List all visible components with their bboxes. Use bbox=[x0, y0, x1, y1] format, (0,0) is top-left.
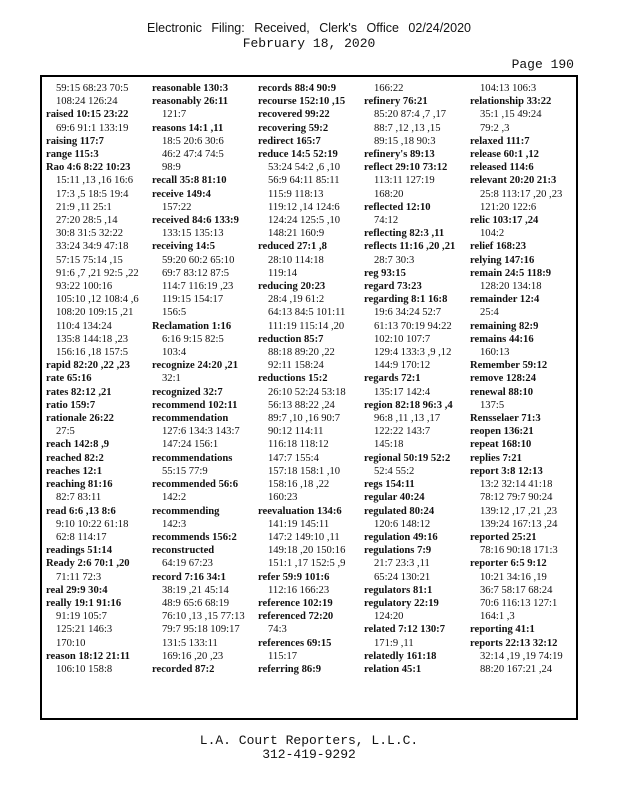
index-continuation-line: 55:15 77:9 bbox=[162, 465, 208, 477]
index-term-entry: Rao 4:6 8:22 10:23 bbox=[46, 162, 131, 174]
index-continuation-line: 147:2 149:10 ,11 bbox=[268, 531, 340, 543]
index-continuation-line: 27:20 28:5 ,14 bbox=[56, 215, 118, 227]
index-term-entry: raised 10:15 23:22 bbox=[46, 109, 129, 121]
index-term-entry: regs 154:11 bbox=[364, 479, 415, 491]
index-term-entry: rate 65:16 bbox=[46, 373, 92, 385]
index-continuation-line: 106:10 158:8 bbox=[56, 663, 113, 675]
index-continuation-line: 157:22 bbox=[162, 201, 192, 213]
index-term-entry: reached 82:2 bbox=[46, 452, 104, 464]
index-continuation-line: 33:24 34:9 47:18 bbox=[56, 241, 129, 253]
index-column-4 bbox=[364, 82, 471, 716]
index-term-entry: recommendations bbox=[152, 452, 233, 464]
index-continuation-line: 32:1 bbox=[162, 373, 181, 385]
index-continuation-line: 108:24 126:24 bbox=[56, 96, 118, 108]
index-term-entry: Reclamation 1:16 bbox=[152, 320, 232, 332]
index-continuation-line: 119:15 154:17 bbox=[162, 294, 224, 306]
index-term-entry: remains 44:16 bbox=[470, 333, 534, 345]
index-term-entry: remaining 82:9 bbox=[470, 320, 539, 332]
index-term-entry: raising 117:7 bbox=[46, 135, 104, 147]
index-continuation-line: 156:16 ,18 157:5 bbox=[56, 347, 129, 359]
index-term-entry: recommended 56:6 bbox=[152, 479, 239, 491]
index-term-entry: rationale 26:22 bbox=[46, 413, 114, 425]
index-term-entry: record 7:16 34:1 bbox=[152, 571, 226, 583]
index-term-entry: recommendation bbox=[152, 413, 229, 425]
index-continuation-line: 35:1 ,15 49:24 bbox=[480, 109, 542, 121]
index-continuation-line: 105:10 ,12 108:4 ,6 bbox=[56, 294, 139, 306]
index-term-entry: relief 168:23 bbox=[470, 241, 526, 253]
index-term-entry: remain 24:5 118:9 bbox=[470, 267, 552, 279]
index-continuation-line: 96:8 ,11 ,13 ,17 bbox=[374, 413, 441, 425]
index-term-entry: referring 86:9 bbox=[258, 663, 322, 675]
index-continuation-line: 79:7 95:18 109:17 bbox=[162, 624, 240, 636]
index-continuation-line: 18:5 20:6 30:6 bbox=[162, 135, 224, 147]
index-term-entry: reducing 20:23 bbox=[258, 281, 326, 293]
index-continuation-line: 119:12 ,14 124:6 bbox=[268, 201, 340, 213]
index-continuation-line: 91:6 ,7 ,21 92:5 ,22 bbox=[56, 267, 139, 279]
index-term-entry: really 19:1 91:16 bbox=[46, 597, 122, 609]
index-term-entry: Rensselaer 71:3 bbox=[470, 413, 541, 425]
index-continuation-line: 57:15 75:14 ,15 bbox=[56, 254, 123, 266]
index-continuation-line: 137:5 bbox=[480, 399, 505, 411]
index-continuation-line: 156:5 bbox=[162, 307, 187, 319]
index-term-entry: reductions 15:2 bbox=[258, 373, 328, 385]
index-term-entry: reaching 81:16 bbox=[46, 479, 113, 491]
index-continuation-line: 82:7 83:11 bbox=[56, 492, 102, 504]
index-continuation-line: 120:6 148:12 bbox=[374, 518, 431, 530]
index-term-entry: reflected 12:10 bbox=[364, 201, 431, 213]
index-term-entry: replies 7:21 bbox=[470, 452, 522, 464]
index-term-entry: renewal 88:10 bbox=[470, 386, 534, 398]
index-continuation-line: 71:11 72:3 bbox=[56, 571, 102, 583]
index-continuation-line: 38:19 ,21 45:14 bbox=[162, 584, 229, 596]
index-term-entry: regulations 7:9 bbox=[364, 545, 432, 557]
filing-stamp: Electronic Filing: Received, Clerk's Office 02/24/2020 bbox=[147, 21, 471, 35]
index-term-entry: recall 35:8 81:10 bbox=[152, 175, 227, 187]
index-term-entry: recognized 32:7 bbox=[152, 386, 223, 398]
index-continuation-line: 108:20 109:15 ,21 bbox=[56, 307, 134, 319]
index-term-entry: relying 147:16 bbox=[470, 254, 535, 266]
index-continuation-line: 103:4 bbox=[162, 347, 187, 359]
index-continuation-line: 70:6 116:13 127:1 bbox=[480, 597, 558, 609]
index-continuation-line: 104:2 bbox=[480, 228, 505, 240]
index-term-entry: read 6:6 ,13 8:6 bbox=[46, 505, 116, 517]
index-continuation-line: 116:18 118:12 bbox=[268, 439, 329, 451]
index-term-entry: reg 93:15 bbox=[364, 267, 406, 279]
index-continuation-line: 56:13 88:22 ,24 bbox=[268, 399, 335, 411]
index-continuation-line: 10:21 34:16 ,19 bbox=[480, 571, 547, 583]
index-term-entry: report 3:8 12:13 bbox=[470, 465, 543, 477]
index-term-entry: regards 72:1 bbox=[364, 373, 421, 385]
index-term-entry: recommend 102:11 bbox=[152, 399, 238, 411]
index-term-entry: reported 25:21 bbox=[470, 531, 537, 543]
index-continuation-line: 149:18 ,20 150:16 bbox=[268, 545, 346, 557]
index-term-entry: Ready 2:6 70:1 ,20 bbox=[46, 558, 130, 570]
index-term-entry: references 69:15 bbox=[258, 637, 332, 649]
index-term-entry: reach 142:8 ,9 bbox=[46, 439, 110, 451]
index-continuation-line: 21:9 ,11 25:1 bbox=[56, 201, 112, 213]
index-continuation-line: 157:18 158:1 ,10 bbox=[268, 465, 341, 477]
index-term-entry: rapid 82:20 ,22 ,23 bbox=[46, 360, 130, 372]
index-term-entry: regulators 81:1 bbox=[364, 584, 433, 596]
index-term-entry: reporting 41:1 bbox=[470, 624, 535, 636]
index-term-entry: regard 73:23 bbox=[364, 281, 422, 293]
index-continuation-line: 9:10 10:22 61:18 bbox=[56, 518, 129, 530]
index-term-entry: reduction 85:7 bbox=[258, 333, 324, 345]
index-term-entry: receive 149:4 bbox=[152, 188, 211, 200]
index-continuation-line: 36:7 58:17 68:24 bbox=[480, 584, 553, 596]
index-continuation-line: 166:22 bbox=[374, 83, 404, 94]
index-term-entry: reconstructed bbox=[152, 545, 215, 557]
index-continuation-line: 158:16 ,18 ,22 bbox=[268, 479, 330, 491]
index-continuation-line: 6:16 9:15 82:5 bbox=[162, 333, 224, 345]
index-continuation-line: 48:9 65:6 68:19 bbox=[162, 597, 230, 609]
index-term-entry: related 7:12 130:7 bbox=[364, 624, 446, 636]
index-continuation-line: 104:13 106:3 bbox=[480, 83, 537, 94]
index-continuation-line: 125:21 146:3 bbox=[56, 624, 113, 636]
index-continuation-line: 65:24 130:21 bbox=[374, 571, 431, 583]
index-term-entry: readings 51:14 bbox=[46, 545, 113, 557]
index-continuation-line: 27:5 bbox=[56, 426, 75, 438]
index-term-entry: recovering 59:2 bbox=[258, 122, 329, 134]
index-continuation-line: 164:1 ,3 bbox=[480, 611, 515, 623]
index-term-entry: refinery's 89:13 bbox=[364, 149, 435, 161]
index-continuation-line: 52:4 55:2 bbox=[374, 465, 415, 477]
index-continuation-line: 112:16 166:23 bbox=[268, 584, 330, 596]
index-continuation-line: 28:4 ,19 61:2 bbox=[268, 294, 325, 306]
index-continuation-line: 30:8 31:5 32:22 bbox=[56, 228, 124, 240]
index-continuation-line: 59:15 68:23 70:5 bbox=[56, 83, 129, 94]
index-continuation-line: 133:15 135:13 bbox=[162, 228, 224, 240]
index-continuation-line: 90:12 114:11 bbox=[268, 426, 324, 438]
index-continuation-line: 17:3 ,5 18:5 19:4 bbox=[56, 188, 129, 200]
index-continuation-line: 115:17 bbox=[268, 650, 298, 662]
index-term-entry: relatedly 161:18 bbox=[364, 650, 437, 662]
index-continuation-line: 147:24 156:1 bbox=[162, 439, 219, 451]
index-term-entry: rates 82:12 ,21 bbox=[46, 386, 112, 398]
index-term-entry: reduce 14:5 52:19 bbox=[258, 149, 338, 161]
index-continuation-line: 28:10 114:18 bbox=[268, 254, 324, 266]
index-term-entry: recommends 156:2 bbox=[152, 531, 237, 543]
index-continuation-line: 151:1 ,17 152:5 ,9 bbox=[268, 558, 346, 570]
index-continuation-line: 124:20 bbox=[374, 611, 404, 623]
index-continuation-line: 169:16 ,20 ,23 bbox=[162, 650, 224, 662]
index-continuation-line: 122:22 143:7 bbox=[374, 426, 431, 438]
index-term-entry: referenced 72:20 bbox=[258, 611, 334, 623]
index-continuation-line: 64:13 84:5 101:11 bbox=[268, 307, 346, 319]
index-column-1 bbox=[46, 82, 153, 716]
index-continuation-line: 78:12 79:7 90:24 bbox=[480, 492, 553, 504]
index-continuation-line: 88:18 89:20 ,22 bbox=[268, 347, 335, 359]
index-columns bbox=[42, 82, 576, 716]
index-column-5 bbox=[470, 82, 577, 716]
page-number: Page 190 bbox=[511, 57, 574, 72]
index-continuation-line: 93:22 100:16 bbox=[56, 281, 113, 293]
index-continuation-line: 15:11 ,13 ,16 16:6 bbox=[56, 175, 134, 187]
index-continuation-line: 74:12 bbox=[374, 215, 399, 227]
index-term-entry: remainder 12:4 bbox=[470, 294, 540, 306]
index-continuation-line: 59:20 60:2 65:10 bbox=[162, 254, 235, 266]
index-continuation-line: 139:24 167:13 ,24 bbox=[480, 518, 558, 530]
index-continuation-line: 160:23 bbox=[268, 492, 298, 504]
index-continuation-line: 168:20 bbox=[374, 188, 404, 200]
index-continuation-line: 89:7 ,10 ,16 90:7 bbox=[268, 413, 341, 425]
index-continuation-line: 135:17 142:4 bbox=[374, 386, 431, 398]
index-continuation-line: 88:20 167:21 ,24 bbox=[480, 663, 553, 675]
index-continuation-line: 148:21 160:9 bbox=[268, 228, 325, 240]
transcript-date: February 18, 2020 bbox=[242, 36, 376, 51]
index-continuation-line: 25:4 bbox=[480, 307, 499, 319]
index-continuation-line: 85:20 87:4 ,7 ,17 bbox=[374, 109, 447, 121]
index-term-entry: redirect 165:7 bbox=[258, 135, 321, 147]
index-term-entry: reflect 29:10 73:12 bbox=[364, 162, 448, 174]
index-continuation-line: 78:16 90:18 171:3 bbox=[480, 545, 558, 557]
index-continuation-line: 69:7 83:12 87:5 bbox=[162, 267, 230, 279]
index-term-entry: region 82:18 96:3 ,4 bbox=[364, 399, 453, 411]
index-term-entry: reflecting 82:3 ,11 bbox=[364, 228, 445, 240]
index-continuation-line: 26:10 52:24 53:18 bbox=[268, 386, 346, 398]
index-term-entry: reduced 27:1 ,8 bbox=[258, 241, 327, 253]
index-continuation-line: 25:8 113:17 ,20 ,23 bbox=[480, 188, 563, 200]
index-term-entry: relationship 33:22 bbox=[470, 96, 552, 108]
index-continuation-line: 170:10 bbox=[56, 637, 86, 649]
index-term-entry: reporter 6:5 9:12 bbox=[470, 558, 547, 570]
index-term-entry: regulation 49:16 bbox=[364, 531, 438, 543]
index-continuation-line: 124:24 125:5 ,10 bbox=[268, 215, 341, 227]
index-term-entry: reasons 14:1 ,11 bbox=[152, 122, 224, 134]
index-term-entry: regional 50:19 52:2 bbox=[364, 452, 451, 464]
index-continuation-line: 121:7 bbox=[162, 109, 187, 121]
index-term-entry: regulatory 22:19 bbox=[364, 597, 439, 609]
index-continuation-line: 131:5 133:11 bbox=[162, 637, 218, 649]
index-continuation-line: 61:13 70:19 94:22 bbox=[374, 320, 452, 332]
index-continuation-line: 64:19 67:23 bbox=[162, 558, 213, 570]
index-term-entry: refer 59:9 101:6 bbox=[258, 571, 330, 583]
index-term-entry: repeat 168:10 bbox=[470, 439, 532, 451]
index-continuation-line: 69:6 91:1 133:19 bbox=[56, 122, 129, 134]
index-term-entry: relaxed 111:7 bbox=[470, 135, 530, 147]
index-column-3 bbox=[258, 82, 365, 716]
index-continuation-line: 98:9 bbox=[162, 162, 181, 174]
index-term-entry: reason 18:12 21:11 bbox=[46, 650, 130, 662]
index-term-entry: range 115:3 bbox=[46, 149, 99, 161]
index-term-entry: reasonably 26:11 bbox=[152, 96, 229, 108]
index-term-entry: received 84:6 133:9 bbox=[152, 215, 239, 227]
index-term-entry: relic 103:17 ,24 bbox=[470, 215, 539, 227]
index-continuation-line: 115:9 118:13 bbox=[268, 188, 324, 200]
index-term-entry: released 114:6 bbox=[470, 162, 534, 174]
index-term-entry: reference 102:19 bbox=[258, 597, 333, 609]
index-term-entry: receiving 14:5 bbox=[152, 241, 216, 253]
index-continuation-line: 19:6 34:24 52:7 bbox=[374, 307, 442, 319]
index-continuation-line: 74:3 bbox=[268, 624, 287, 636]
index-term-entry: recovered 99:22 bbox=[258, 109, 330, 121]
index-continuation-line: 127:6 134:3 143:7 bbox=[162, 426, 240, 438]
index-term-entry: relation 45:1 bbox=[364, 663, 422, 675]
index-term-entry: ratio 159:7 bbox=[46, 399, 96, 411]
index-continuation-line: 171:9 ,11 bbox=[374, 637, 414, 649]
index-continuation-line: 113:11 127:19 bbox=[374, 175, 435, 187]
index-term-entry: real 29:9 30:4 bbox=[46, 584, 108, 596]
index-continuation-line: 129:4 133:3 ,9 ,12 bbox=[374, 347, 452, 359]
index-term-entry: release 60:1 ,12 bbox=[470, 149, 539, 161]
index-continuation-line: 142:2 bbox=[162, 492, 187, 504]
index-term-entry: reaches 12:1 bbox=[46, 465, 102, 477]
index-continuation-line: 128:20 134:18 bbox=[480, 281, 542, 293]
index-term-entry: reasonable 130:3 bbox=[152, 83, 229, 94]
index-continuation-line: 121:20 122:6 bbox=[480, 201, 537, 213]
index-continuation-line: 62:8 114:17 bbox=[56, 531, 107, 543]
index-continuation-line: 139:12 ,17 ,21 ,23 bbox=[480, 505, 558, 517]
index-term-entry: remove 128:24 bbox=[470, 373, 536, 385]
index-term-entry: Remember 59:12 bbox=[470, 360, 548, 372]
index-continuation-line: 28:7 30:3 bbox=[374, 254, 415, 266]
index-term-entry: regulated 80:24 bbox=[364, 505, 435, 517]
index-term-entry: records 88:4 90:9 bbox=[258, 83, 337, 94]
index-continuation-line: 76:10 ,13 ,15 77:13 bbox=[162, 611, 245, 623]
index-continuation-line: 32:14 ,19 ,19 74:19 bbox=[480, 650, 563, 662]
index-term-entry: recommending bbox=[152, 505, 220, 517]
index-continuation-line: 110:4 134:24 bbox=[56, 320, 112, 332]
index-continuation-line: 119:14 bbox=[268, 267, 298, 279]
index-continuation-line: 135:8 144:18 ,23 bbox=[56, 333, 129, 345]
index-term-entry: recourse 152:10 ,15 bbox=[258, 96, 346, 108]
index-column-2 bbox=[152, 82, 259, 716]
index-continuation-line: 142:3 bbox=[162, 518, 187, 530]
index-continuation-line: 56:9 64:11 85:11 bbox=[268, 175, 340, 187]
index-continuation-line: 89:15 ,18 90:3 bbox=[374, 135, 436, 147]
index-term-entry: regular 40:24 bbox=[364, 492, 425, 504]
index-term-entry: reports 22:13 32:12 bbox=[470, 637, 558, 649]
index-term-entry: recorded 87:2 bbox=[152, 663, 215, 675]
index-continuation-line: 114:7 116:19 ,23 bbox=[162, 281, 234, 293]
index-continuation-line: 53:24 54:2 ,6 ,10 bbox=[268, 162, 341, 174]
index-continuation-line: 21:7 23:3 ,11 bbox=[374, 558, 430, 570]
index-continuation-line: 79:2 ,3 bbox=[480, 122, 510, 134]
footer-phone: 312-419-9292 bbox=[262, 747, 356, 762]
index-continuation-line: 145:18 bbox=[374, 439, 404, 451]
index-continuation-line: 92:11 158:24 bbox=[268, 360, 324, 372]
index-term-entry: reevaluation 134:6 bbox=[258, 505, 342, 517]
index-continuation-line: 13:2 32:14 41:18 bbox=[480, 479, 553, 491]
index-term-entry: refinery 76:21 bbox=[364, 96, 428, 108]
index-continuation-line: 88:7 ,12 ,13 ,15 bbox=[374, 122, 441, 134]
index-term-entry: reopen 136:21 bbox=[470, 426, 534, 438]
index-continuation-line: 147:7 155:4 bbox=[268, 452, 319, 464]
index-term-entry: reflects 11:16 ,20 ,21 bbox=[364, 241, 456, 253]
index-continuation-line: 102:10 107:7 bbox=[374, 333, 431, 345]
index-continuation-line: 160:13 bbox=[480, 347, 510, 359]
index-term-entry: regarding 8:1 16:8 bbox=[364, 294, 448, 306]
index-continuation-line: 144:9 170:12 bbox=[374, 360, 431, 372]
footer-company: L.A. Court Reporters, L.L.C. bbox=[199, 733, 419, 748]
index-continuation-line: 46:2 47:4 74:5 bbox=[162, 149, 224, 161]
index-term-entry: relevant 20:20 21:3 bbox=[470, 175, 557, 187]
index-continuation-line: 141:19 145:11 bbox=[268, 518, 330, 530]
index-continuation-line: 111:19 115:14 ,20 bbox=[268, 320, 345, 332]
index-term-entry: recognize 24:20 ,21 bbox=[152, 360, 239, 372]
index-continuation-line: 91:19 105:7 bbox=[56, 611, 107, 623]
